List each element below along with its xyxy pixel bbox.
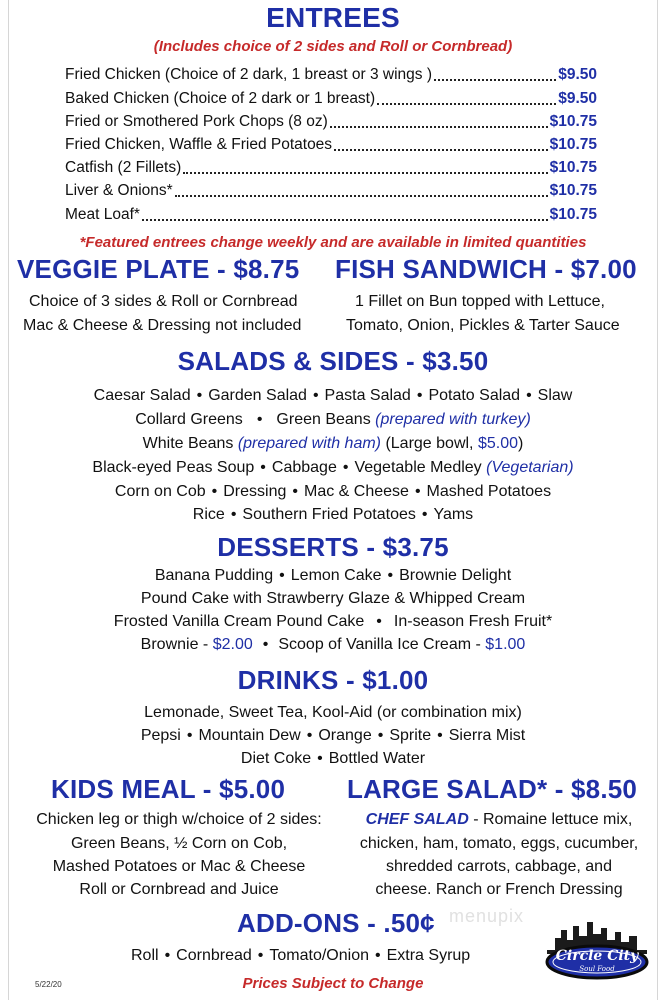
dessert-item: Frosted Vanilla Cream Pound Cake — [113, 613, 365, 630]
side-item: (Large bowl, — [385, 435, 474, 452]
desserts-row-4: Brownie - $2.00 • Scoop of Vanilla Ice Cream - $1.00 — [140, 636, 526, 653]
menu-page — [8, 0, 658, 1000]
side-item: Potato Salad — [428, 387, 521, 404]
side-note: (prepared with ham) — [237, 435, 381, 452]
side-item: Slaw — [537, 387, 573, 404]
dot-leader — [334, 148, 548, 151]
drinks-title: DRINKS - $1.00 — [237, 665, 429, 695]
drinks-row-3: Diet Coke • Bottled Water — [240, 750, 426, 767]
entree-price: $10.75 — [549, 182, 597, 199]
dessert-item: In-season Fresh Fruit* — [393, 613, 553, 630]
dot-leader — [183, 171, 547, 174]
entree-price: $10.75 — [549, 159, 597, 176]
side-paren: ) — [518, 435, 524, 452]
salads-row-1: Caesar Salad • Garden Salad • Pasta Salad • Potato Salad • Slaw — [93, 387, 573, 404]
fish-line-1: 1 Fillet on Bun topped with Lettuce, — [355, 293, 605, 310]
dot-leader — [142, 218, 548, 221]
entrees-title: ENTREES — [266, 2, 400, 33]
kids-title: KIDS MEAL - $5.00 — [51, 774, 286, 804]
drink-item: Mountain Dew — [198, 727, 301, 744]
entree-row — [65, 158, 597, 178]
dessert-item: Scoop of Vanilla Ice Cream - — [278, 636, 486, 653]
side-price: $5.00 — [477, 435, 518, 452]
entree-price: $10.75 — [549, 206, 597, 223]
side-item: Dressing — [223, 483, 287, 500]
watermark: menupix — [449, 906, 525, 926]
large-salad-line-1 — [341, 810, 657, 830]
side-item: Caesar Salad — [93, 387, 191, 404]
drink-item: Sprite — [389, 727, 432, 744]
dessert-item: Lemon Cake — [290, 567, 382, 584]
entree-row — [65, 112, 597, 132]
side-item: Corn on Cob — [114, 483, 206, 500]
entree-name: Catfish (2 Fillets) — [65, 159, 182, 176]
dot-leader — [175, 194, 548, 197]
veggie-line-1: Choice of 3 sides & Roll or Cornbread — [29, 293, 298, 310]
addon-item: Roll — [131, 947, 159, 964]
addon-item: Cornbread — [176, 947, 252, 964]
dessert-item: Brownie Delight — [399, 567, 512, 584]
desserts-row-2: Pound Cake with Strawberry Glaze & Whipped Cream — [140, 590, 526, 607]
desserts-row-3: Frosted Vanilla Cream Pound Cake • In-season Fresh Fruit* — [113, 613, 553, 630]
desserts-title: DESSERTS - $3.75 — [217, 532, 449, 562]
entree-row — [65, 181, 597, 201]
side-item: Garden Salad — [208, 387, 307, 404]
dot-leader — [330, 125, 548, 128]
salads-row-6: Rice • Southern Fried Potatoes • Yams — [192, 506, 474, 523]
dessert-item: Banana Pudding — [154, 567, 274, 584]
fish-title: FISH SANDWICH - $7.00 — [335, 254, 637, 284]
salads-row-4: Black-eyed Peas Soup • Cabbage • Vegetable Medley (Vegetarian) — [92, 459, 574, 476]
side-item: Pasta Salad — [324, 387, 411, 404]
side-note: (prepared with turkey) — [375, 411, 531, 428]
large-salad-desc: - Romaine lettuce mix, — [468, 811, 633, 828]
entree-row — [65, 205, 597, 225]
entree-row — [65, 65, 597, 85]
entree-name: Fried or Smothered Pork Chops (8 oz) — [65, 113, 328, 130]
addon-item: Tomato/Onion — [269, 947, 369, 964]
salads-row-5: Corn on Cob • Dressing • Mac & Cheese • Mashed Potatoes — [114, 483, 552, 500]
drink-item: Orange — [318, 727, 372, 744]
drink-item: Sierra Mist — [448, 727, 526, 744]
date-stamp: 5/22/20 — [35, 980, 62, 989]
kids-line-3: Mashed Potatoes or Mac & Cheese — [52, 858, 306, 875]
kids-line-1: Chicken leg or thigh w/choice of 2 sides: — [36, 811, 322, 828]
circle-city-logo — [541, 920, 653, 982]
drink-item: Bottled Water — [328, 750, 426, 767]
logo-text-top: Circle City — [555, 948, 639, 964]
prices-note: Prices Subject to Change — [242, 975, 424, 992]
side-item: Southern Fried Potatoes — [242, 506, 416, 523]
addons-title: ADD-ONS - .50¢ — [237, 908, 435, 938]
entree-name: Liver & Onions* — [65, 182, 173, 199]
dot-leader — [434, 78, 556, 81]
kids-line-2: Green Beans, ½ Corn on Cob, — [70, 835, 288, 852]
addons-row: Roll • Cornbread • Tomato/Onion • Extra Syrup — [131, 947, 471, 964]
dessert-item: Brownie - — [140, 636, 213, 653]
dessert-price: $2.00 — [212, 636, 253, 653]
entree-name: Fried Chicken, Waffle & Fried Potatoes — [65, 136, 333, 153]
side-item: Mashed Potatoes — [426, 483, 552, 500]
entree-name: Fried Chicken (Choice of 2 dark, 1 breast or 3 wings ) — [65, 66, 432, 83]
veggie-line-2: Mac & Cheese & Dressing not included — [23, 317, 302, 334]
side-item: Yams — [433, 506, 474, 523]
drinks-row-2: Pepsi • Mountain Dew • Orange • Sprite • Sierra Mist — [140, 727, 526, 744]
fish-line-2: Tomato, Onion, Pickles & Tarter Sauce — [346, 317, 620, 334]
entrees-subtitle: (Includes choice of 2 sides and Roll or Cornbread) — [153, 38, 513, 55]
side-item: Rice — [192, 506, 225, 523]
large-salad-line-4: cheese. Ranch or French Dressing — [375, 881, 623, 898]
kids-line-4: Roll or Cornbread and Juice — [79, 881, 279, 898]
chef-salad-label: CHEF SALAD — [365, 811, 469, 828]
side-item: Cabbage — [271, 459, 337, 476]
drink-item: Pepsi — [140, 727, 181, 744]
side-item: White Beans — [142, 435, 234, 452]
entree-price: $10.75 — [549, 136, 597, 153]
side-item: Vegetable Medley — [354, 459, 482, 476]
entrees-note: *Featured entrees change weekly and are available in limited quantities — [79, 234, 587, 251]
entree-name: Meat Loaf* — [65, 206, 140, 223]
side-note: (Vegetarian) — [486, 459, 574, 476]
entree-price: $10.75 — [549, 113, 597, 130]
veggie-title: VEGGIE PLATE - $8.75 — [17, 254, 300, 284]
addon-item: Extra Syrup — [386, 947, 471, 964]
salads-row-2: Collard Greens • Green Beans (prepared with turkey) — [135, 411, 531, 428]
dot-leader — [377, 102, 556, 105]
drinks-row-1: Lemonade, Sweet Tea, Kool-Aid (or combination mix) — [144, 704, 522, 721]
salads-title: SALADS & SIDES - $3.50 — [177, 346, 489, 376]
entree-price: $9.50 — [558, 90, 597, 107]
entree-row — [65, 89, 597, 109]
side-item: Black-eyed Peas Soup — [92, 459, 255, 476]
entree-row — [65, 135, 597, 155]
logo-text-bottom: Soul Food — [579, 965, 615, 973]
large-salad-line-3: shredded carrots, cabbage, and — [386, 858, 612, 875]
large-salad-line-2: chicken, ham, tomato, eggs, cucumber, — [359, 835, 639, 852]
side-item: Green Beans — [276, 411, 371, 428]
drink-item: Diet Coke — [240, 750, 312, 767]
side-item: Collard Greens — [135, 411, 243, 428]
entree-price: $9.50 — [558, 66, 597, 83]
large-salad-title: LARGE SALAD* - $8.50 — [347, 774, 638, 804]
desserts-row-1: Banana Pudding • Lemon Cake • Brownie Delight — [154, 567, 512, 584]
salads-row-3 — [9, 434, 657, 454]
dessert-price: $1.00 — [485, 636, 526, 653]
entree-name: Baked Chicken (Choice of 2 dark or 1 breast) — [65, 90, 376, 107]
side-item: Mac & Cheese — [304, 483, 409, 500]
